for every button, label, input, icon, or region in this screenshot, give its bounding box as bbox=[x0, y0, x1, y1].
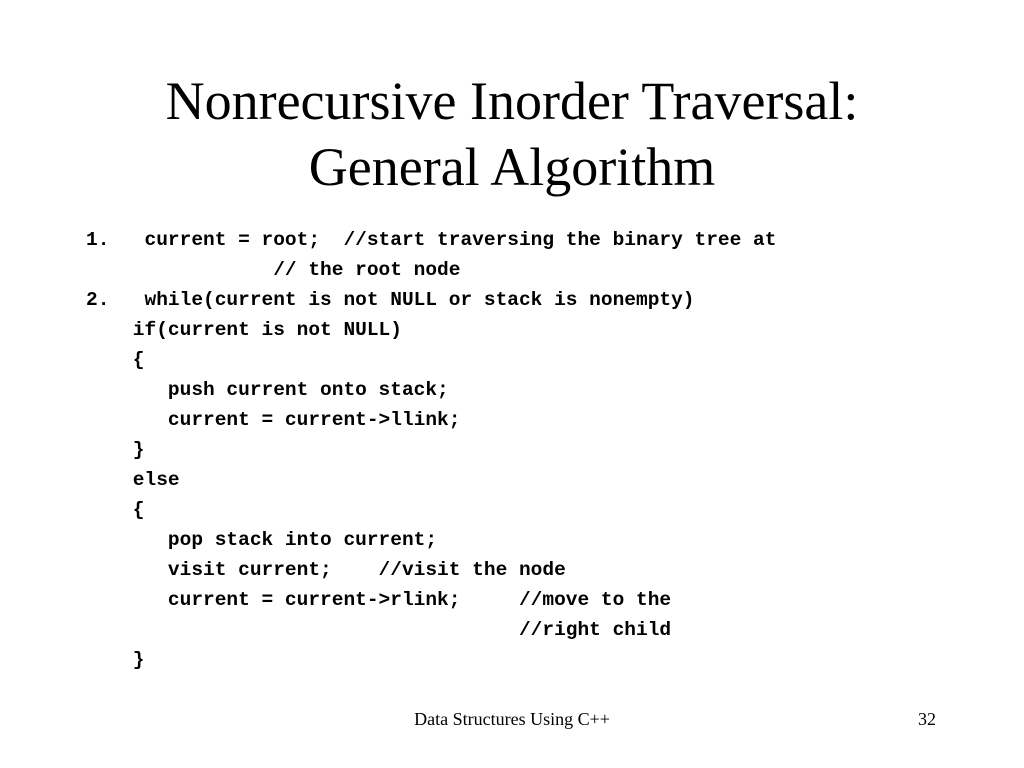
algorithm-code-block bbox=[86, 225, 776, 675]
code-line-15: } bbox=[86, 649, 145, 671]
code-line-1: 1. current = root; //start traversing the binary tree at bbox=[86, 229, 777, 251]
slide-title-line-1: Nonrecursive Inorder Traversal: bbox=[165, 71, 859, 131]
page-number: 32 bbox=[918, 709, 936, 729]
footer-course-title: Data Structures Using C++ bbox=[414, 709, 610, 729]
code-line-2: // the root node bbox=[86, 259, 461, 281]
code-line-7: current = current->llink; bbox=[86, 409, 461, 431]
slide-title bbox=[0, 68, 1024, 200]
code-line-10: { bbox=[86, 499, 145, 521]
slide-title-line-2: General Algorithm bbox=[308, 137, 716, 197]
code-line-11: pop stack into current; bbox=[86, 529, 438, 551]
code-line-4: if(current is not NULL) bbox=[86, 319, 402, 341]
code-line-5: { bbox=[86, 349, 145, 371]
code-line-3: 2. while(current is not NULL or stack is nonempty) bbox=[86, 289, 695, 311]
code-line-8: } bbox=[86, 439, 145, 461]
code-line-14: //right child bbox=[86, 619, 672, 641]
code-line-9: else bbox=[86, 469, 180, 491]
code-line-13: current = current->rlink; //move to the bbox=[86, 589, 672, 611]
code-line-12: visit current; //visit the node bbox=[86, 559, 566, 581]
code-line-6: push current onto stack; bbox=[86, 379, 449, 401]
